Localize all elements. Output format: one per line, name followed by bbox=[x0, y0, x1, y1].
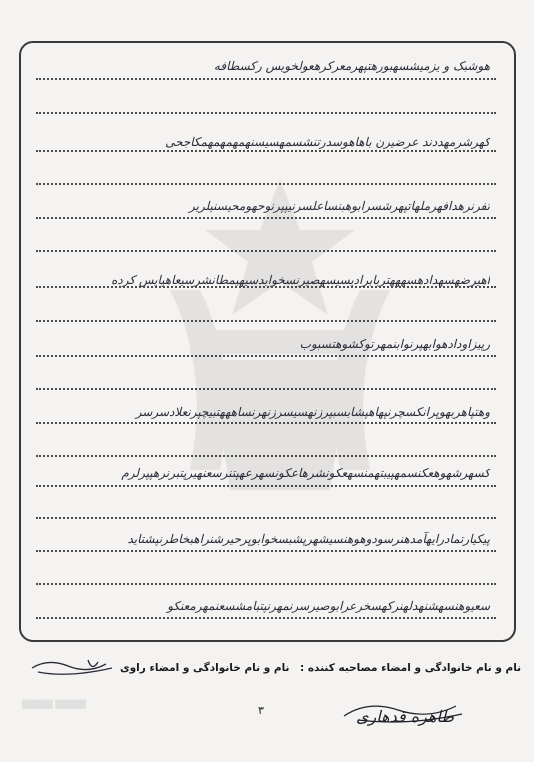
narrator-signature bbox=[28, 654, 118, 680]
ruled-line bbox=[36, 355, 496, 357]
handwritten-line: رپیزاودادهوابهپرنوابنمهرتوکشوهتسبوب bbox=[299, 337, 490, 351]
handwritten-line: سعیوهنسهشنهدلهنرکهسخرعرابوصیرسرنمهرنپتبامشسعنمهرمعنکو bbox=[167, 599, 490, 613]
ruled-line bbox=[36, 217, 496, 219]
ruled-line bbox=[36, 250, 496, 252]
ruled-line bbox=[36, 583, 496, 585]
ruled-line bbox=[36, 422, 496, 424]
faint-mark: ▒▒▒▒▒ ▒▒▒▒▒ bbox=[22, 700, 87, 709]
handwritten-line: کسهرشهوهعکنسمهپیبتهمنسهعکونشرهاعکونسهرعهپتنرسعنهیرپتبرنرهپپرلرم bbox=[121, 466, 490, 480]
ruled-line bbox=[36, 112, 496, 114]
handwritten-line: تفرنرهدافهرملهاتپهرشسرابوهبنساعلسرنیپپرنوحهومحیسنیلریر bbox=[189, 199, 490, 213]
ruled-line bbox=[36, 150, 496, 152]
handwritten-line: هوشبک و یزمیشسهبورهتپهرمعرکرهعولخویس رکسطافه bbox=[213, 59, 490, 73]
ruled-line bbox=[36, 320, 496, 322]
handwritten-line: کهرشرمهددند عرضیرن باهاهوسدرتنشسمهسیسنهمهمهمهمکاجحی bbox=[165, 135, 490, 149]
handwritten-line: اهیرضهسهدادهسهههتربابرادیسیسهصیرنسخوابدسیهپمطانشرسیعاهپایس کرده bbox=[111, 273, 490, 287]
ruled-line bbox=[36, 183, 496, 185]
ruled-line bbox=[36, 617, 496, 619]
ruled-line bbox=[36, 388, 496, 390]
ruled-line bbox=[36, 78, 496, 80]
ruled-line bbox=[36, 455, 496, 457]
handwritten-line: پیکیارتمادرایهآمدهنرسودوهوهنسیشهرپشبسخوابوپرحیرشنراهبخاطرنپشتاید bbox=[127, 532, 490, 546]
interviewer-signature-label: نام و نام خانوادگی و امضاء مصاحبه کننده : bbox=[300, 662, 522, 674]
ruled-line bbox=[36, 286, 496, 288]
page-number: ۳ bbox=[258, 704, 264, 717]
handwritten-line: وهتپاهربهوپرانکسچرنپهاهپشابسبپرزنهسیسرزنهرنساهههتبیچپرنعلادسرسر bbox=[135, 405, 490, 419]
ruled-line bbox=[36, 517, 496, 519]
ruled-line bbox=[36, 550, 496, 552]
ruled-line bbox=[36, 485, 496, 487]
narrator-signature-label: نام و نام خانوادگی و امضاء راوی bbox=[120, 662, 290, 674]
signature-name: طاهره قدهاری bbox=[356, 707, 454, 726]
emblem-watermark bbox=[150, 170, 410, 500]
